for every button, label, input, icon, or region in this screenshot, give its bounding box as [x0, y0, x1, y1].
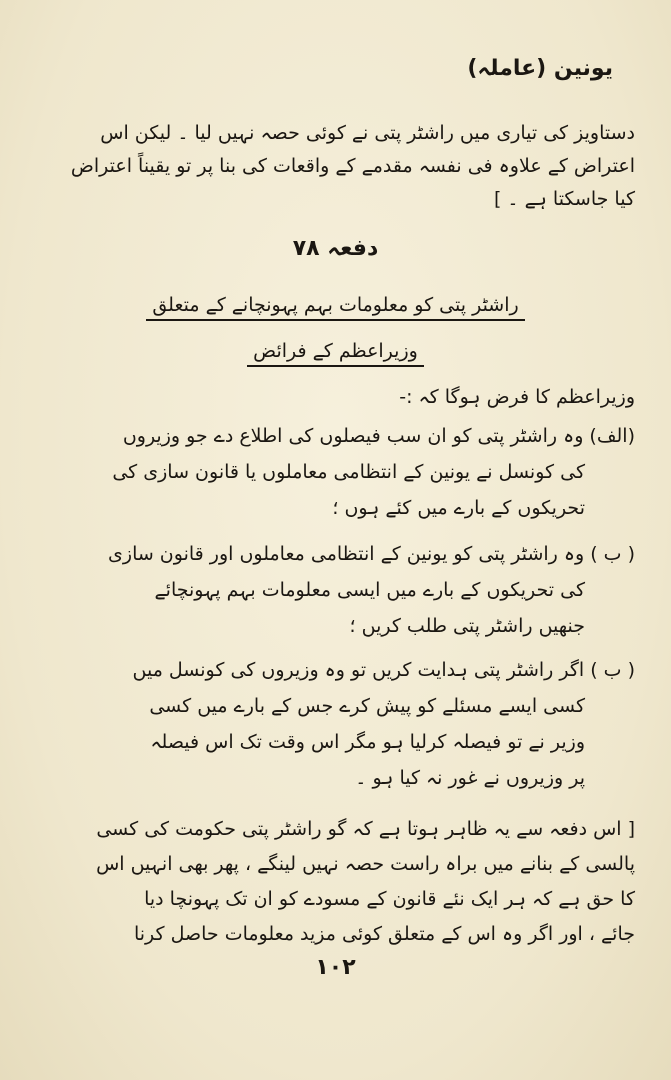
- commentary-line-1: [ اس دفعہ سے یہ ظاہر ہوتا ہے کہ گو راشٹر پتی حکومت کی کسی: [96, 818, 635, 840]
- section-heading-line-2: وزیراعظم کے فرائض: [0, 336, 671, 366]
- intro-line-2: اعتراض کے علاوہ فی نفسہ مقدمے کے واقعات کی بنا پر تو یقیناً اعتراض: [70, 155, 635, 177]
- commentary-line-3: کا حق ہے کہ ہر ایک نئے قانون کے مسودے کو ان تک پہونچا دیا: [144, 888, 635, 910]
- commentary-line-2: پالسی کے بنانے میں براہ راست حصہ نہیں لینگے ، پھر بھی انہیں اس: [96, 853, 635, 875]
- clause-be-line-1: ( ب ) وہ راشٹر پتی کو یونین کے انتظامی معاملوں اور قانون سازی: [108, 543, 635, 565]
- running-head: یونین (عاملہ): [467, 56, 613, 81]
- intro-line-3: کیا جاسکتا ہے ۔ ]: [493, 188, 635, 210]
- section-number: دفعہ ۷۸: [292, 236, 379, 261]
- clause-be-line-2: کی تحریکوں کے بارے میں ایسی معلومات بہم پہونچائے: [154, 579, 585, 601]
- clause-be-line-3: جنھیں راشٹر پتی طلب کریں ؛: [349, 615, 585, 637]
- clause-jeem-line-4: پر وزیروں نے غور نہ کیا ہو ۔: [355, 767, 585, 789]
- section-heading-line-1: راشٹر پتی کو معلومات بہم پہونچانے کے متعلق: [0, 290, 671, 320]
- commentary-line-4: جائے ، اور اگر وہ اس کے متعلق کوئی مزید معلومات حاصل کرنا: [133, 923, 635, 945]
- lead-line: وزیراعظم کا فرض ہوگا کہ :-: [399, 386, 635, 408]
- clause-jeem-line-2: کسی ایسے مسئلے کو پیش کرے جس کے بارے میں کسی: [149, 695, 585, 717]
- clause-jeem-line-3: وزیر نے تو فیصلہ کرلیا ہو مگر اس وقت تک اس فیصلہ: [150, 731, 585, 753]
- clause-alif-line-3: تحریکوں کے بارے میں کئے ہوں ؛: [332, 497, 585, 519]
- clause-alif-line-2: کی کونسل نے یونین کے انتظامی معاملوں یا قانون سازی کی: [112, 461, 585, 483]
- intro-line-1: دستاویز کی تیاری میں راشٹر پتی نے کوئی حصہ نہیں لیا ۔ لیکن اس: [100, 122, 635, 144]
- clause-jeem-line-1: ( ب ) اگر راشٹر پتی ہدایت کریں تو وہ وزیروں کی کونسل میں: [132, 659, 635, 681]
- clause-alif-line-1: (الف) وہ راشٹر پتی کو ان سب فیصلوں کی اطلاع دے جو وزیروں: [122, 425, 635, 447]
- page-number: ۱۰۲: [315, 955, 356, 980]
